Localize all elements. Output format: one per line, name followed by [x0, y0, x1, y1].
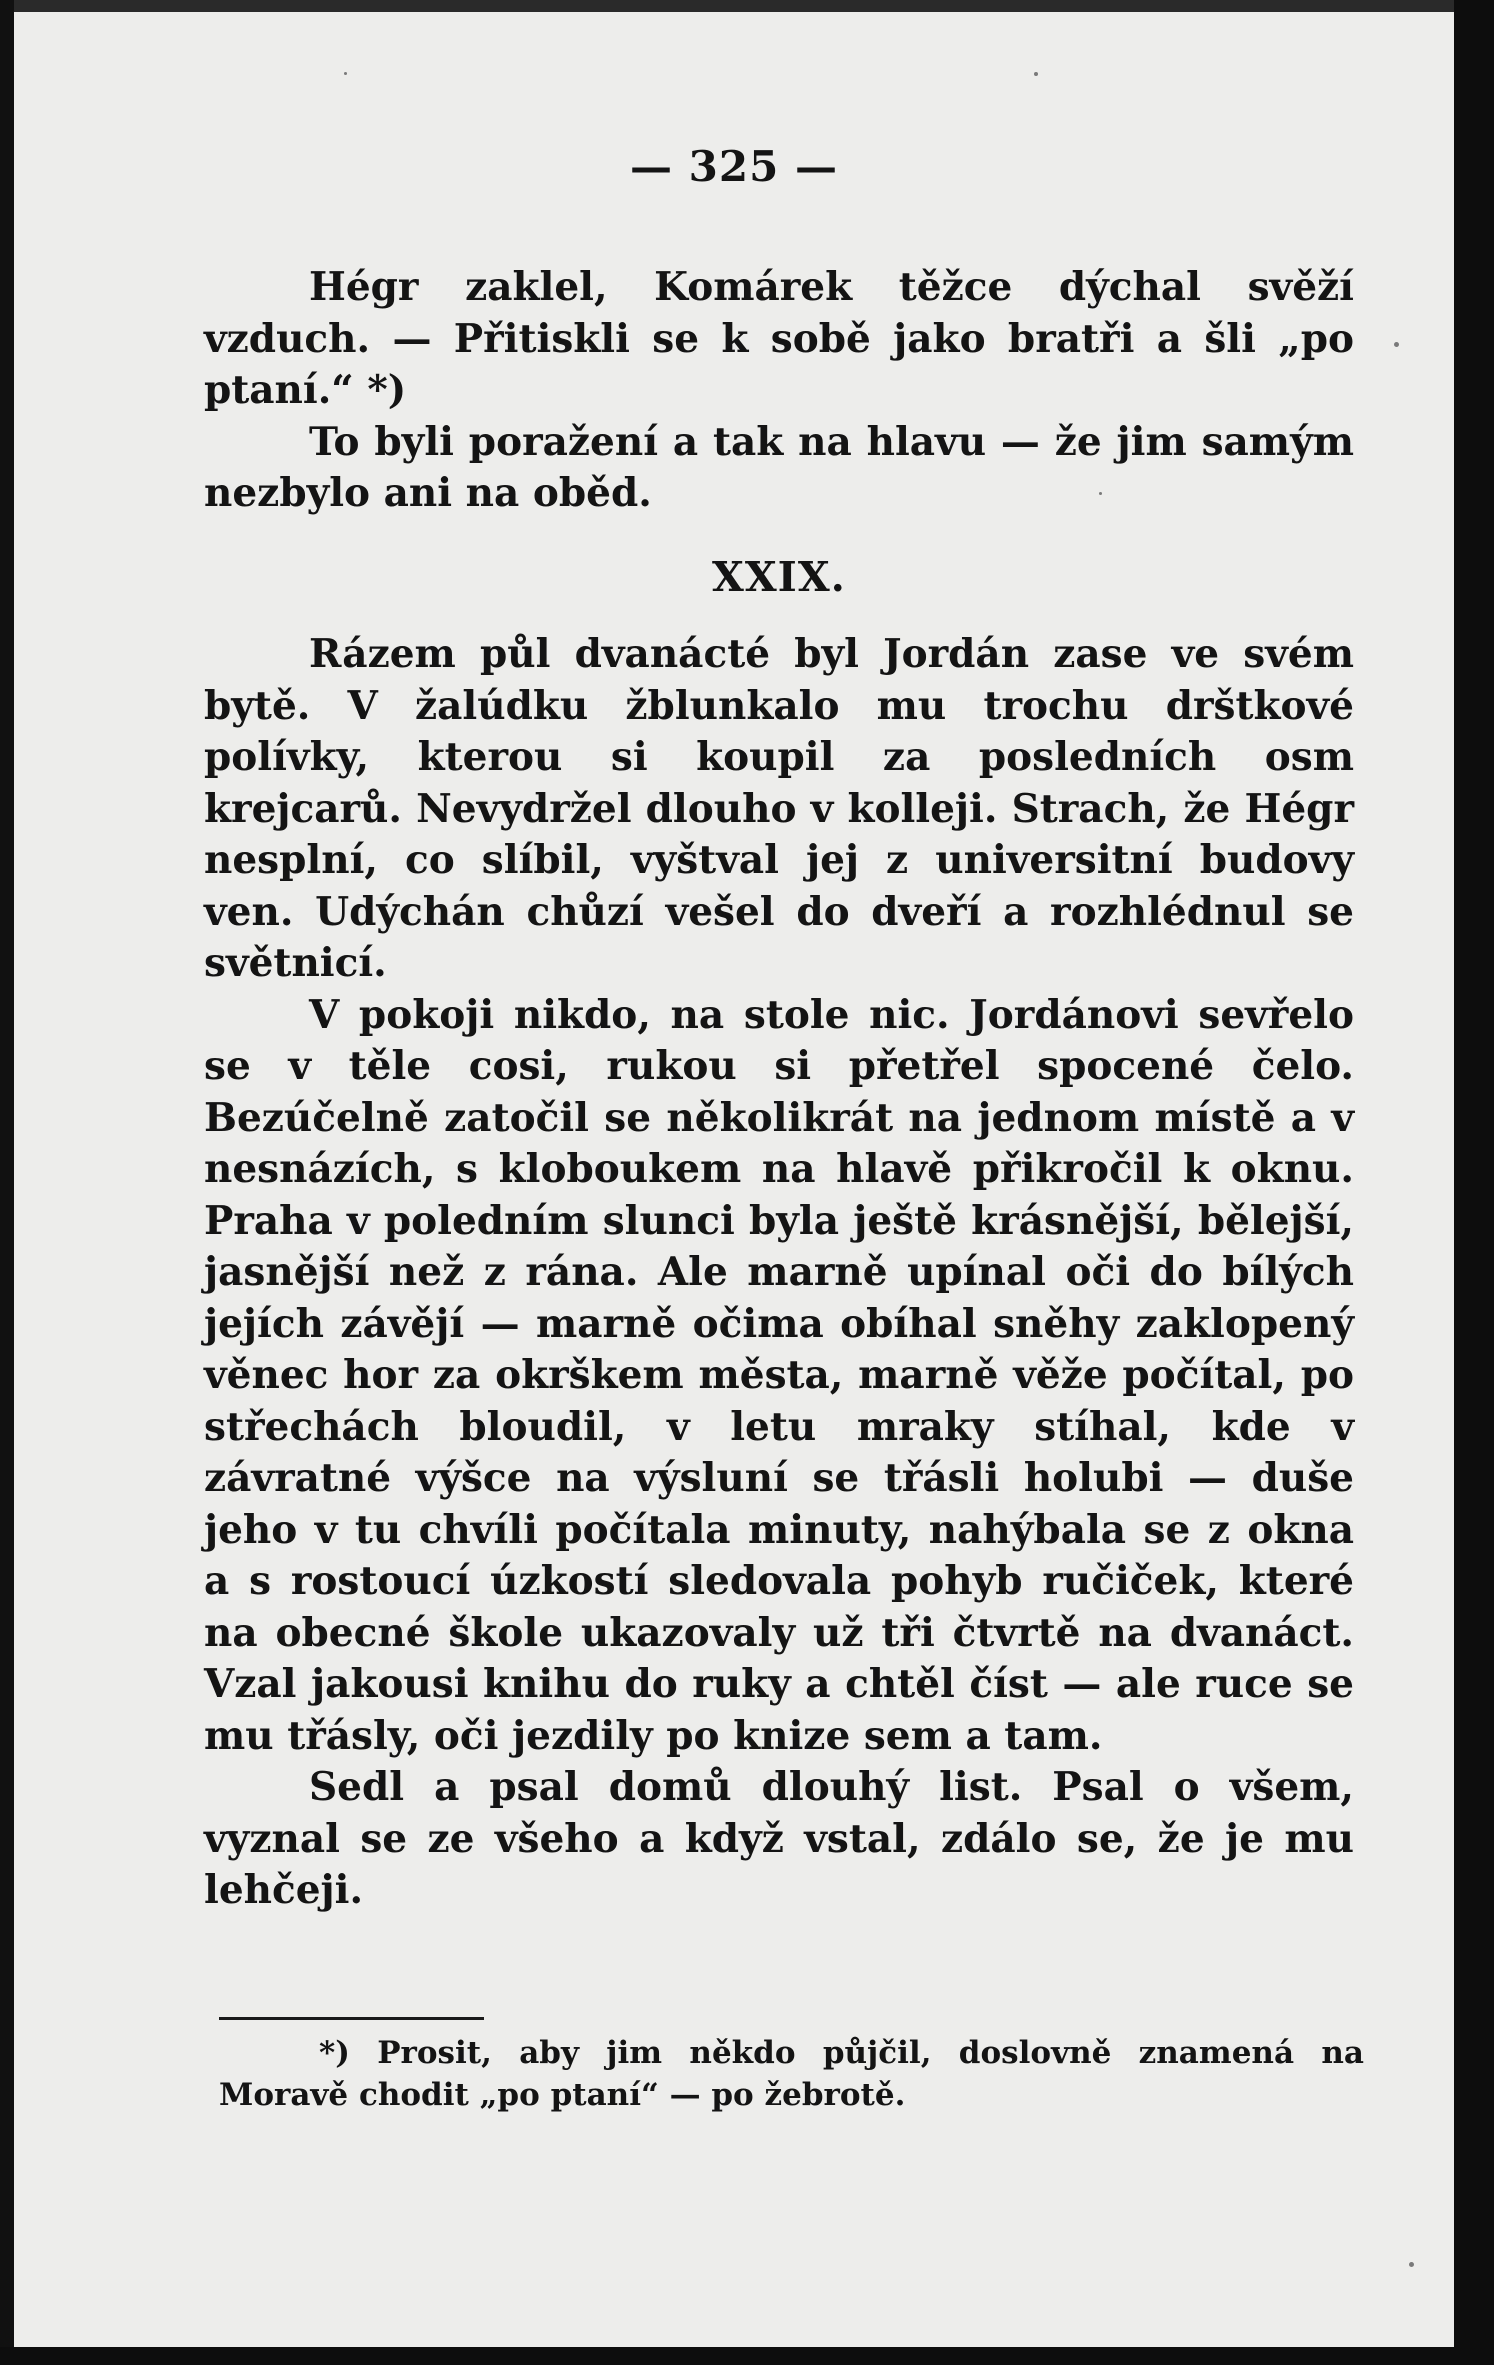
page-edge-right: [1454, 0, 1494, 2365]
book-spine-shadow: [0, 0, 14, 2365]
paragraph-5: Sedl a psal domů dlouhý list. Psal o všem, vyznal se ze všeho a když vstal, zdálo se, že je mu lehčeji.: [204, 1764, 1354, 1913]
book-page: [14, 12, 1454, 2347]
chapter-heading: XXIX.: [712, 552, 846, 601]
page-number: — 325 —: [630, 142, 838, 191]
paragraph-3: Rázem půl dvanácté byl Jordán zase ve svém bytě. V žalúdku žblunkalo mu trochu drštkové polívky, kterou si koupil za posledních osm krejcarů. Nevydržel dlouho v kolleji. Strach, že Hégr nesplní, co slíbil, vyštval jej z universitní budovy ven. Udýchán chůzí vešel do dveří a rozhlédnul se světnicí.: [204, 631, 1354, 986]
paper-speck: [344, 72, 347, 75]
paper-speck: [1034, 72, 1038, 76]
paper-speck: [1099, 492, 1102, 495]
paragraph-1: Hégr zaklel, Komárek těžce dýchal svěží vzduch. — Přitiskli se k sobě jako bratři a šli „po ptaní.“ *): [204, 264, 1354, 413]
paper-speck: [1394, 342, 1399, 347]
footnote: [219, 2032, 1364, 2116]
paragraph-2: To byli poražení a tak na hlavu — že jim samým nezbylo ani na oběd.: [204, 418, 1354, 516]
body-text: [204, 262, 1354, 1917]
footnote-text: *) Prosit, aby jim někdo půjčil, doslovně znamená na Moravě chodit „po ptaní“ — po žebrotě.: [219, 2035, 1364, 2113]
paragraph-4: V pokoji nikdo, na stole nic. Jordánovi sevřelo se v těle cosi, rukou si přetřel spocené čelo. Bezúčelně zatočil se několikrát na jednom místě a v nesnázích, s kloboukem na hlavě přikročil k oknu. Praha v poledním slunci byla ještě krásnější, bělejší, jasnější než z rána. Ale marně upínal oči do bílých jejích závějí — marně očima obíhal sněhy zaklopený věnec hor za okrškem města, marně věže počítal, po střechách bloudil, v letu mraky stíhal, kde v závratné výšce na výsluní se třásli holubi — duše jeho v tu chvíli počítala minuty, nahýbala se z okna a s rostoucí úzkostí sledovala pohyb ručiček, které na obecné škole ukazovaly už tři čtvrtě na dvanáct. Vzal jakousi knihu do ruky a chtěl číst — ale ruce se mu třásly, oči jezdily po knize sem a tam.: [204, 991, 1354, 1759]
paper-speck: [1409, 2262, 1414, 2267]
footnote-rule: [219, 2017, 484, 2020]
page-edge-bottom: [0, 2347, 1494, 2365]
